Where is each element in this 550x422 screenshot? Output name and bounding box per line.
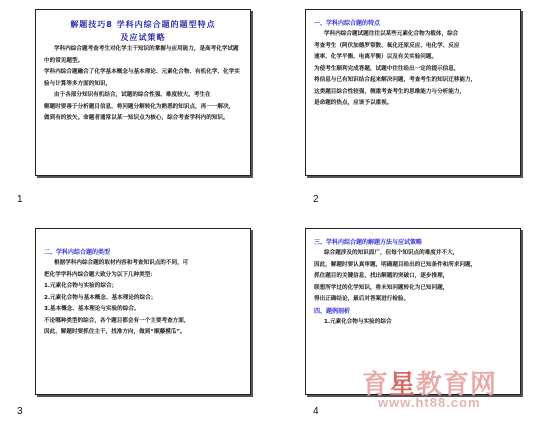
slide-1-line-1: 学科内综合题考查考生对化学主干知识的掌握与应用能力，是高考化学试题中的常见题型。	[44, 46, 239, 64]
slide-3-line-5: 3.基本概念、基本理论与实验的综合。	[44, 306, 140, 312]
slide-3-number: 3	[17, 406, 23, 417]
slide-1-number: 1	[17, 194, 23, 205]
slide-2-line-6: 这类题目综合性较强，侧重考查考生的思维能力与分析能力，	[314, 88, 466, 95]
slide-2-line-1: 学科内综合题试题往往以某些元素化合物为载体，综合	[324, 31, 459, 37]
slide-1-line-5: 做到有的放矢。命题者通常以某一知识点为核心，综合考查学科内的知识。	[44, 115, 229, 121]
slide-3-line-1: 根据学科内综合题的取材内容和考查知识点的不同，可	[54, 260, 189, 266]
slide-4-heading-2: 四、题例剖析	[314, 307, 351, 315]
slide-2-line-7: 是命题的热点，应该予以重视。	[314, 100, 393, 106]
slide-2-line-2: 考查考生（阿伏加德罗常数、氧化还原反应、电化学、反应	[314, 42, 460, 49]
slide-4-line-2: 因此，解题时要认真审题，明确题目给出的已知条件和所求问题，	[314, 261, 477, 268]
slide-1-line-4: 解题时要善于分析题目信息，将问题分解转化为熟悉的知识点，再一一解决，	[44, 103, 235, 110]
slide-4-line-1: 综合题涉及的知识面广，但每个知识点的难度并不大，	[324, 250, 459, 256]
slide-3-line-3: 1.元素化合物与实验的综合；	[44, 283, 118, 289]
slide-3-line-6: 不论哪种类型的综合，各个题目都会有一个主要考查方面，	[44, 317, 190, 324]
slide-2-heading: 一、学科内综合题的特点	[314, 20, 381, 27]
slide-4-sub-line-1: 1.元素化合物与实验的综合	[324, 318, 392, 325]
watermark-url: www.ht88.com	[378, 395, 481, 410]
slide-1-line-2: 学科内综合题融合了化学基本概念与基本理论、元素化合物、有机化学、化学实验与计算等多方面的知识，	[44, 69, 240, 87]
slide-2-number: 2	[313, 194, 319, 205]
slide-4-line-3: 抓住题目的关键信息，找出解题的突破口，逐步推理，	[314, 273, 449, 279]
slide-3-line-4: 2.元素化合物与基本概念、基本理论的综合；	[44, 294, 157, 301]
slide-1-title-line-2: 及应试策略	[120, 33, 166, 42]
slide-1-title-line-1: 解题技巧8 学科内综合题的题型特点	[70, 20, 216, 29]
slide-3-line-7: 因此，解题时要抓住主干，找准方向，做到“顺藤摸瓜”。	[44, 329, 186, 335]
slide-2-line-4: 为使考生顺利完成答题，试题中往往给出一定的提示信息，	[314, 65, 460, 72]
slide-1[interactable]	[35, 9, 251, 176]
slide-1-line-3: 由于各部分知识有机结合，试题的综合性强、难度较大。考生在	[54, 92, 211, 98]
slide-2[interactable]	[305, 9, 521, 176]
slide-4-line-5: 得出正确结论，最后对答案进行检验。	[314, 296, 410, 302]
watermark-logo: 育星教育网	[362, 370, 498, 400]
slide-4-number: 4	[313, 406, 319, 417]
slide-3-line-2: 把化学学科内综合题大致分为以下几种类型：	[44, 271, 156, 278]
slide-2-line-3: 速率、化学平衡、电离平衡）以及有关实验问题。	[314, 54, 438, 60]
slide-4-heading: 三、学科内综合题的解题方法与应试策略	[314, 239, 423, 246]
slide-3-heading: 二、学科内综合题的类型	[44, 249, 111, 256]
slide-2-line-5: 将信息与已有知识结合起来解决问题，考查考生的知识迁移能力，	[314, 77, 477, 83]
slide-3[interactable]	[35, 228, 251, 395]
slide-4-line-4: 联想所学过的化学知识，将未知问题转化为已知问题，	[314, 284, 449, 291]
